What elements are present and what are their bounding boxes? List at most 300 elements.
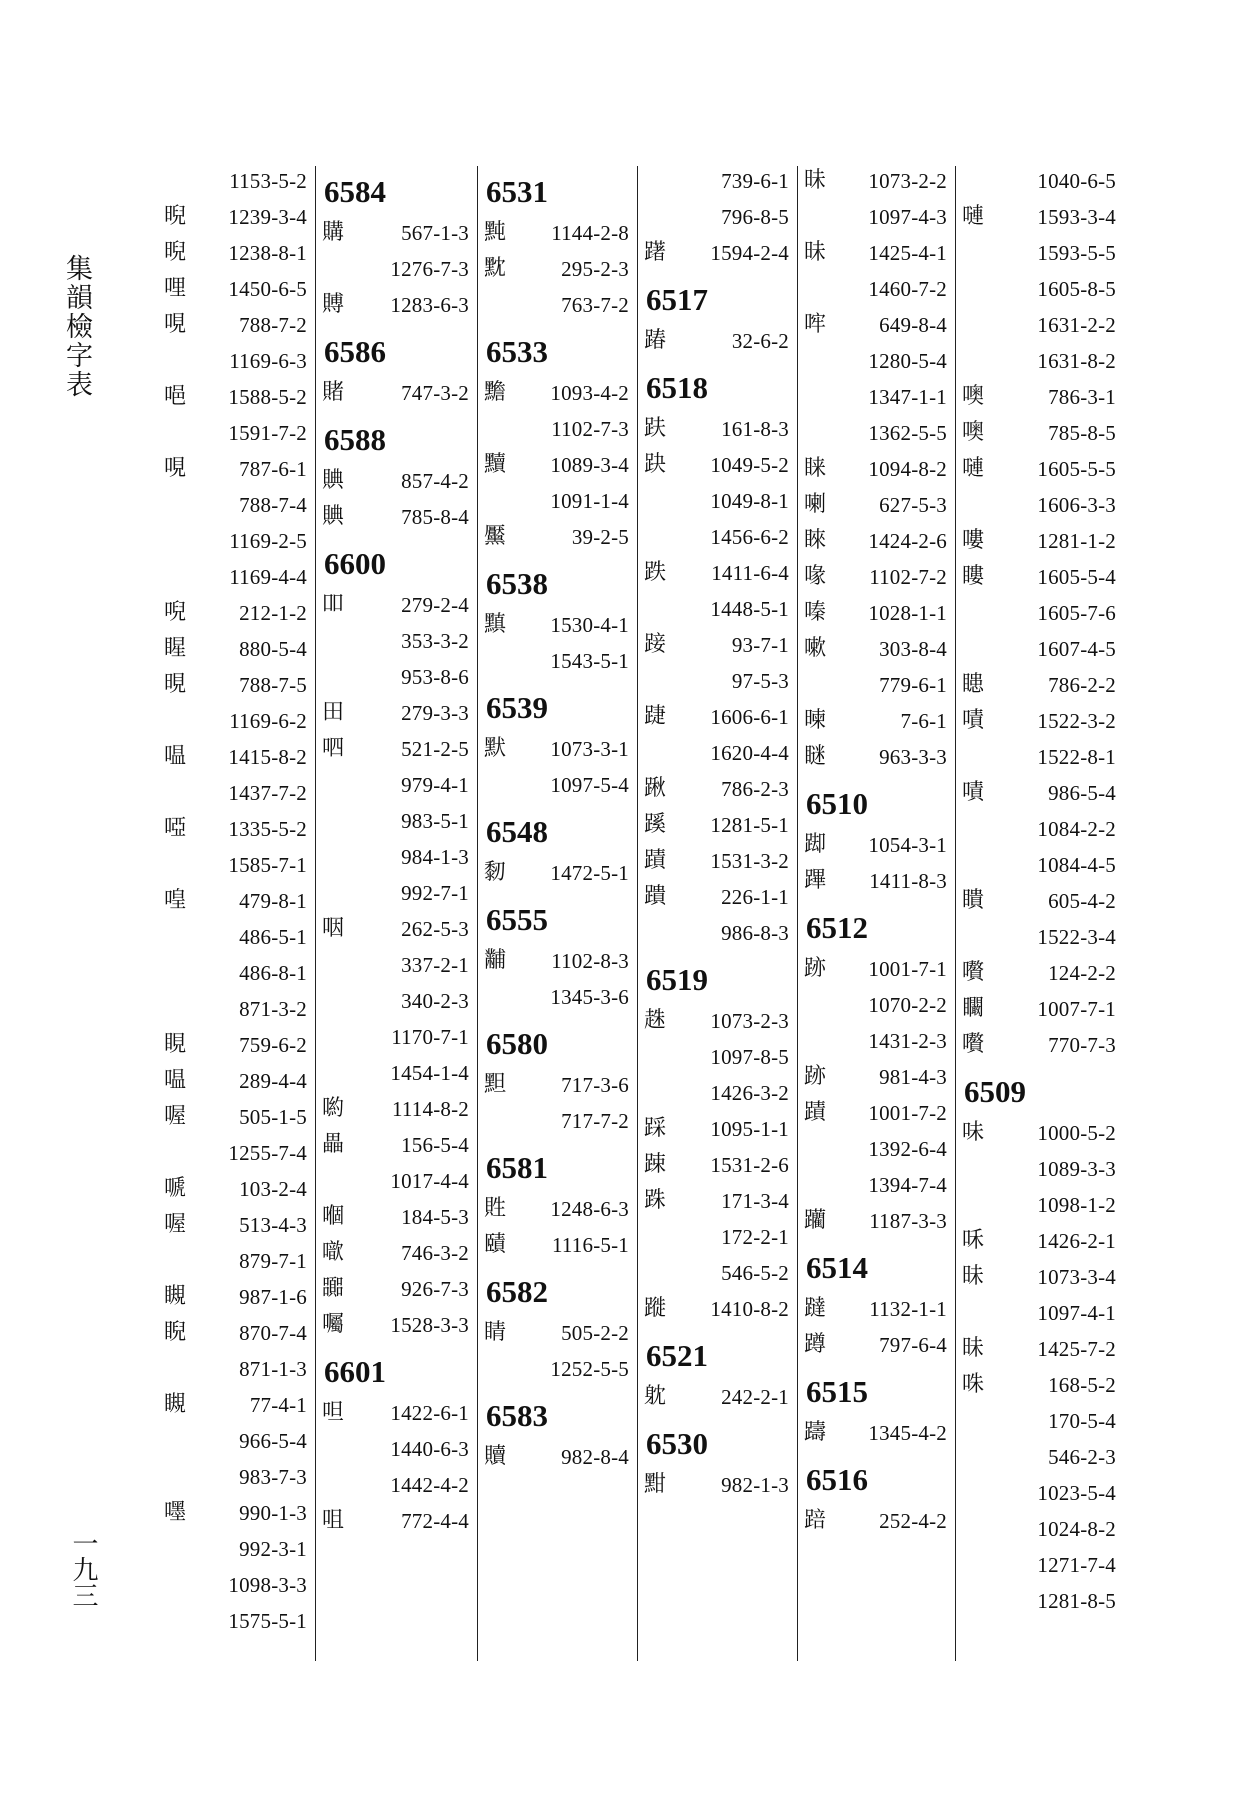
page-reference: 1017-4-4 [390,1169,469,1193]
headword-char: 跡 [804,1064,827,1089]
headword-char: 畾 [322,1132,345,1157]
index-column [318,166,478,1661]
index-entry [640,594,797,624]
page-reference: 1238-8-1 [228,241,307,265]
index-entry [160,634,315,664]
index-entry [800,866,955,896]
index-entry [800,238,955,268]
page-reference: 1153-5-2 [229,169,307,193]
page-reference: 1605-7-6 [1037,601,1116,625]
page-reference: 1132-1-1 [869,1297,947,1321]
index-entry [958,850,1124,880]
index-entry [160,778,315,808]
page-reference: 1448-5-1 [710,597,789,621]
page-reference: 1411-6-4 [711,561,789,585]
page-reference: 788-7-2 [239,313,307,337]
page-reference: 226-1-1 [721,885,789,909]
index-entry [958,670,1124,700]
page-reference: 1531-2-6 [710,1153,789,1177]
headword-char: 踕 [644,704,667,729]
index-entry [160,922,315,952]
page-reference: 1345-3-6 [550,985,629,1009]
page-reference: 1095-1-1 [710,1117,789,1141]
page-reference: 1543-5-1 [550,649,629,673]
page-reference: 759-6-2 [239,1033,307,1057]
page-reference: 1345-4-2 [868,1421,947,1445]
index-entry [160,850,315,880]
page-reference: 785-8-4 [401,505,469,529]
index-entry [160,382,315,412]
headword-char: 䵣 [484,1072,507,1097]
page-reference: 992-3-1 [239,1537,307,1561]
index-entry [958,1298,1124,1328]
index-entry [160,1426,315,1456]
index-entry [640,202,797,232]
page-reference: 1170-7-1 [391,1025,469,1049]
page-reference: 1255-7-4 [228,1141,307,1165]
index-entry [958,1406,1124,1436]
page-reference: 1450-6-5 [228,277,307,301]
headword-char: 贖 [484,1444,507,1469]
page-reference: 627-5-3 [879,493,947,517]
index-entry [958,1226,1124,1256]
headword-char: 瞶 [962,888,985,913]
headword-char: 嗹 [962,204,985,229]
headword-char: 貹 [484,1196,507,1221]
page-reference: 1575-5-1 [228,1609,307,1633]
page-reference: 879-7-1 [239,1249,307,1273]
index-entry [480,1106,637,1136]
page-reference: 279-3-3 [401,701,469,725]
page-reference: 1425-7-2 [1037,1337,1116,1361]
page-reference: 1335-5-2 [228,817,307,841]
index-entry [800,1062,955,1092]
index-entry [800,346,955,376]
page-reference: 1605-5-5 [1037,457,1116,481]
page-reference: 1281-5-1 [710,813,789,837]
page-reference: 786-3-1 [1048,385,1116,409]
page-reference: 279-2-4 [401,593,469,617]
index-entry [640,1078,797,1108]
page-reference: 546-2-3 [1048,1445,1116,1469]
index-entry [800,202,955,232]
page-reference: 1531-3-2 [710,849,789,873]
index-entry [160,1354,315,1384]
page-reference: 1593-3-4 [1037,205,1116,229]
headword-char: 瞜 [962,564,985,589]
headword-char: 噷 [322,1240,345,1265]
headword-char: 踿 [644,776,667,801]
index-entry [640,882,797,912]
index-entry [480,734,637,764]
page-reference: 983-7-3 [239,1465,307,1489]
headword-char: 黕 [484,256,507,281]
section-heading: 6519 [646,962,708,997]
index-entry [958,814,1124,844]
headword-char: 踣 [804,1508,827,1533]
index-entry [160,1282,315,1312]
index-entry [160,1498,315,1528]
page-reference: 1585-7-1 [228,853,307,877]
index-entry [640,1186,797,1216]
section-heading: 6531 [486,174,548,209]
page-reference: 156-5-4 [401,1133,469,1157]
index-entry [958,166,1124,196]
index-entry [318,842,477,872]
headword-char: 喙 [804,564,827,589]
page-reference: 171-3-4 [721,1189,789,1213]
page-reference: 770-7-3 [1048,1033,1116,1057]
index-entry [640,238,797,268]
index-entry [958,418,1124,448]
page-reference: 1024-8-2 [1037,1517,1116,1541]
index-entry [160,346,315,376]
index-entry [640,774,797,804]
page-reference: 605-4-2 [1048,889,1116,913]
index-entry [318,218,477,248]
section-heading: 6600 [324,546,386,581]
index-entry [318,466,477,496]
index-entry [480,1070,637,1100]
page-reference: 1097-5-4 [550,773,629,797]
page-reference: 1040-6-5 [1037,169,1116,193]
section-heading: 6512 [806,910,868,945]
index-column [160,166,316,1661]
page-reference: 479-8-1 [239,889,307,913]
page-reference: 505-1-5 [239,1105,307,1129]
index-entry [958,886,1124,916]
headword-char: 睲 [164,636,187,661]
page-reference: 1169-2-5 [229,529,307,553]
index-entry [160,886,315,916]
page-reference: 1023-5-4 [1037,1481,1116,1505]
index-entry [318,1058,477,1088]
page-reference: 1084-4-5 [1037,853,1116,877]
index-entry [800,1026,955,1056]
headword-char: 睐 [804,456,827,481]
headword-char: 踥 [644,632,667,657]
page-reference: 1102-8-3 [551,949,629,973]
page-reference: 1280-5-4 [868,349,947,373]
page-reference: 1093-4-2 [550,381,629,405]
index-entry [480,1354,637,1384]
index-entry [318,1238,477,1268]
page-reference: 986-8-3 [721,921,789,945]
index-entry [480,414,637,444]
index-column [958,166,1124,1661]
index-entry [958,1154,1124,1184]
headword-char: 昧 [962,1264,985,1289]
index-entry [318,1274,477,1304]
page-reference: 1271-7-4 [1037,1553,1116,1577]
index-entry [800,562,955,592]
headword-char: 嗢 [164,744,187,769]
page-reference: 184-5-3 [401,1205,469,1229]
page-reference: 1102-7-3 [551,417,629,441]
page-reference: 1098-3-3 [228,1573,307,1597]
index-entry [480,1194,637,1224]
headword-char: 睨 [164,1320,187,1345]
page-reference: 984-1-3 [401,845,469,869]
index-column [800,166,956,1661]
headword-char: 睞 [804,528,827,553]
page-reference: 546-5-2 [721,1261,789,1285]
headword-char: 嗢 [164,1068,187,1093]
headword-char: 躇 [644,240,667,265]
headword-char: 晲 [164,240,187,265]
section-heading: 6530 [646,1426,708,1461]
section-heading: 6533 [486,334,548,369]
index-entry [958,1442,1124,1472]
index-entry [958,346,1124,376]
page-reference: 1001-7-1 [868,957,947,981]
page-reference: 1593-5-5 [1037,241,1116,265]
page-reference: 926-7-3 [401,1277,469,1301]
page-reference: 1239-3-4 [228,205,307,229]
index-entry [480,378,637,408]
index-entry [958,598,1124,628]
index-entry [640,1150,797,1180]
headword-char: 噢 [962,420,985,445]
section-heading: 6538 [486,566,548,601]
page-reference: 1144-2-8 [551,221,629,245]
headword-char: 黰 [484,612,507,637]
page-reference: 1591-7-2 [228,421,307,445]
page-reference: 32-6-2 [731,329,789,353]
headword-char: 黗 [484,220,507,245]
headword-char: 昧 [962,1336,985,1361]
page-reference: 7-6-1 [900,709,947,733]
index-entry [958,1550,1124,1580]
headword-char: 嗽 [804,636,827,661]
headword-char: 喇 [804,492,827,517]
page-reference: 170-5-4 [1048,1409,1116,1433]
page-reference: 1054-3-1 [868,833,947,857]
headword-char: 哯 [164,456,187,481]
headword-char: 購 [322,220,345,245]
headword-char: 蹊 [644,812,667,837]
page-reference: 1001-7-2 [868,1101,947,1125]
index-column [640,166,798,1661]
page-reference: 1606-6-1 [710,705,789,729]
index-entry [640,1114,797,1144]
index-entry [640,738,797,768]
page-reference: 987-1-6 [239,1285,307,1309]
headword-char: 蹲 [804,1332,827,1357]
section-heading: 6580 [486,1026,548,1061]
index-entry [800,1294,955,1324]
index-entry [800,526,955,556]
page-reference: 857-4-2 [401,469,469,493]
headword-char: 昧 [804,240,827,265]
page-reference: 353-3-2 [401,629,469,653]
index-entry [160,1390,315,1420]
section-heading: 6548 [486,814,548,849]
index-entry [480,290,637,320]
headword-char: 瞡 [164,1392,187,1417]
headword-char: 唈 [164,384,187,409]
index-entry [318,1398,477,1428]
headword-char: 啞 [164,816,187,841]
index-entry [640,1042,797,1072]
index-entry [800,310,955,340]
headword-char: 哩 [164,276,187,301]
index-entry [640,1382,797,1412]
headword-char: 咀 [322,1508,345,1533]
page-reference: 779-6-1 [879,673,947,697]
index-entry [800,490,955,520]
index-entry [318,590,477,620]
headword-char: 呾 [322,1400,345,1425]
index-entry [958,1118,1124,1148]
page-reference: 1073-2-3 [710,1009,789,1033]
index-entry [160,1174,315,1204]
headword-char: 默 [484,736,507,761]
page-reference: 963-3-3 [879,745,947,769]
index-entry [958,778,1124,808]
index-entry [318,1166,477,1196]
index-entry [160,1462,315,1492]
index-entry [160,958,315,988]
index-entry [800,454,955,484]
page-reference: 505-2-2 [561,1321,629,1345]
index-entry [958,490,1124,520]
index-entry [318,1470,477,1500]
headword-char: 躂 [804,1296,827,1321]
index-entry [800,166,955,196]
index-entry [160,238,315,268]
page-reference: 1454-1-4 [390,1061,469,1085]
page-reference: 1102-7-2 [869,565,947,589]
headword-char: 賻 [322,292,345,317]
headword-char: 躊 [804,1420,827,1445]
index-entry [958,238,1124,268]
page-reference: 746-3-2 [401,1241,469,1265]
headword-char: 嗹 [962,456,985,481]
index-entry [640,810,797,840]
page-reference: 1094-8-2 [868,457,947,481]
page-reference: 1281-1-2 [1037,529,1116,553]
index-entry [958,994,1124,1024]
index-entry [640,558,797,588]
index-entry [318,1130,477,1160]
page-reference: 340-2-3 [401,989,469,1013]
headword-char: 嚜 [164,1500,187,1525]
page-reference: 787-6-1 [239,457,307,481]
section-heading: 6583 [486,1398,548,1433]
index-entry [160,274,315,304]
page-reference: 295-2-3 [561,257,629,281]
index-entry [958,1586,1124,1616]
page-reference: 513-4-3 [239,1213,307,1237]
index-entry [318,986,477,1016]
index-entry [640,702,797,732]
headword-char: 蹝 [644,1296,667,1321]
page-reference: 1347-1-1 [868,385,947,409]
section-heading: 6509 [964,1074,1026,1109]
page-reference: 981-4-3 [879,1065,947,1089]
page-reference: 1028-1-1 [868,601,947,625]
section-heading: 6586 [324,334,386,369]
page-reference: 1431-2-3 [868,1029,947,1053]
page-reference: 1392-6-4 [868,1137,947,1161]
headword-char: 黷 [484,452,507,477]
index-entry [318,378,477,408]
index-entry [160,454,315,484]
headword-char: 踳 [644,328,667,353]
index-entry [958,706,1124,736]
index-entry [318,662,477,692]
page-reference: 1605-5-4 [1037,565,1116,589]
page-reference: 953-8-6 [401,665,469,689]
page-reference: 1588-5-2 [228,385,307,409]
page-reference: 97-5-3 [731,669,789,693]
page-reference: 1089-3-4 [550,453,629,477]
index-entry [480,1318,637,1348]
index-entry [480,450,637,480]
headword-char: 昧 [804,168,827,193]
index-entry [480,218,637,248]
headword-char: 味 [962,1120,985,1145]
section-heading: 6510 [806,786,868,821]
page-reference: 1620-4-4 [710,741,789,765]
page-reference: 1000-5-2 [1037,1121,1116,1145]
page-reference: 1424-2-6 [868,529,947,553]
index-entry [958,1334,1124,1364]
headword-char: 晛 [164,672,187,697]
index-entry [640,486,797,516]
section-heading: 6581 [486,1150,548,1185]
page-reference: 1362-5-5 [868,421,947,445]
page-reference: 1522-8-1 [1037,745,1116,769]
page-reference: 992-7-1 [401,881,469,905]
index-entry [958,382,1124,412]
index-entry [318,290,477,320]
index-entry [160,418,315,448]
page-reference: 1097-8-5 [710,1045,789,1069]
index-entry [480,522,637,552]
page-reference: 966-5-4 [239,1429,307,1453]
page-reference: 212-1-2 [239,601,307,625]
index-entry [160,1030,315,1060]
index-entry [800,742,955,772]
index-entry [318,914,477,944]
headword-char: 咽 [322,916,345,941]
index-entry [958,1262,1124,1292]
section-heading: 6601 [324,1354,386,1389]
index-entry [958,1514,1124,1544]
headword-char: 賟 [322,468,345,493]
page-reference: 1089-3-3 [1037,1157,1116,1181]
page-reference: 77-4-1 [249,1393,307,1417]
page-reference: 252-4-2 [879,1509,947,1533]
page-reference: 1605-8-5 [1037,277,1116,301]
page-reference: 786-2-3 [721,777,789,801]
headword-char: 賾 [484,1232,507,1257]
index-entry [800,274,955,304]
headword-char: 暕 [804,708,827,733]
page-reference: 1425-4-1 [868,241,947,265]
page-reference: 1187-3-3 [869,1209,947,1233]
page-reference: 172-2-1 [721,1225,789,1249]
index-entry [640,630,797,660]
headword-char: 嚽 [962,960,985,985]
headword-char: 黵 [484,380,507,405]
page-reference: 521-2-5 [401,737,469,761]
page-reference: 1169-6-3 [229,349,307,373]
headword-char: 喤 [164,888,187,913]
index-entry [800,1506,955,1536]
